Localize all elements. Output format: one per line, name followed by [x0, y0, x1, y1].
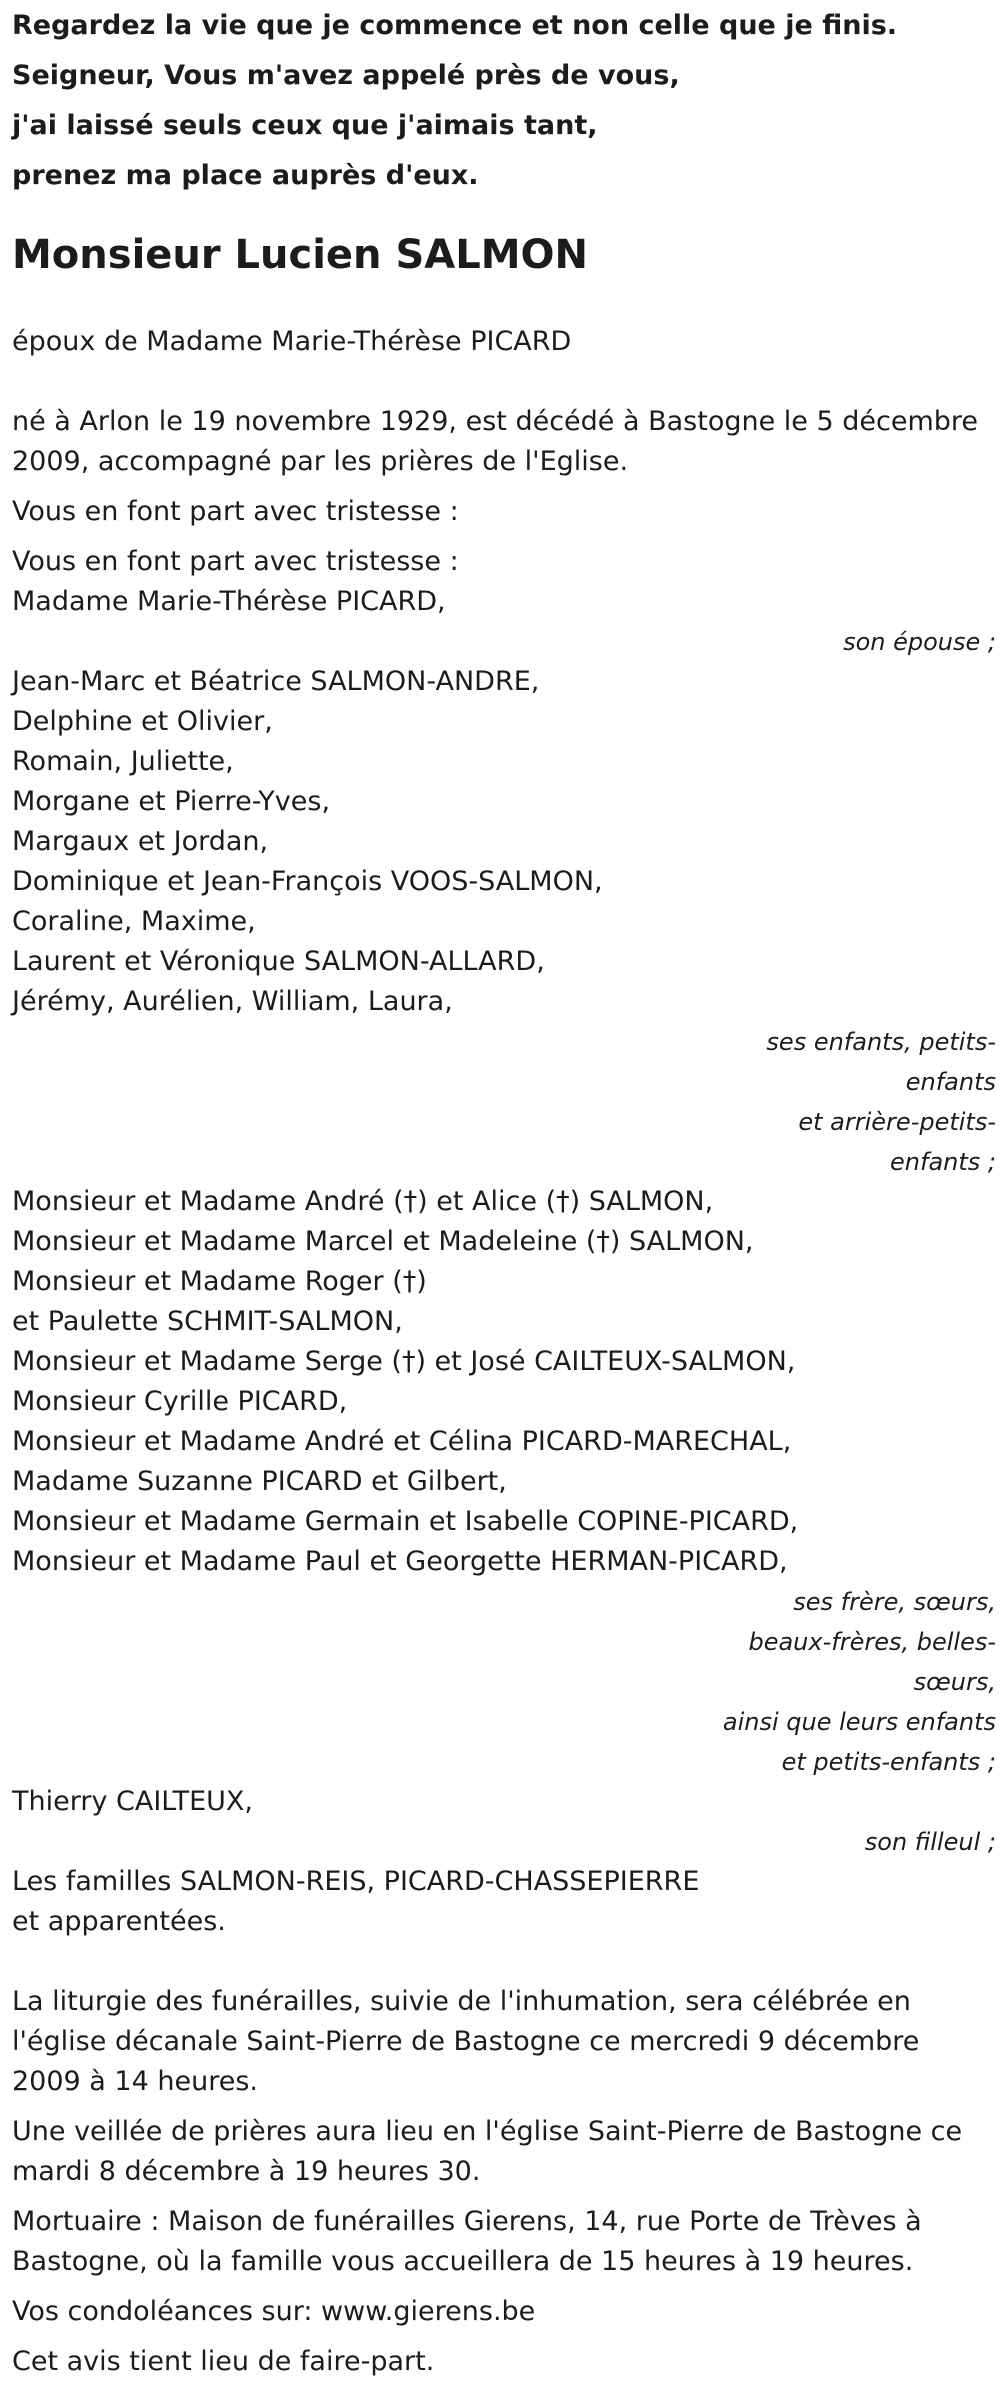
- vigil-details: Une veillée de prières aura lieu en l'église Saint-Pierre de Bastogne ce mardi 8 décembre à 19 heures 30.: [12, 2116, 963, 2187]
- family-line: Monsieur et Madame Paul et Georgette HERMAN-PICARD,: [12, 1546, 788, 1577]
- poem: [12, 6, 988, 196]
- family-line: Monsieur et Madame André (†) et Alice (†) SALMON,: [12, 1186, 714, 1217]
- family-line: Monsieur et Madame André et Célina PICARD-MARECHAL,: [12, 1426, 792, 1457]
- spouse-group: [12, 542, 996, 662]
- children-group: [12, 662, 996, 1182]
- siblings-group: [12, 1182, 996, 1782]
- poem-line-1: Regardez la vie que je commence et non celle que je finis.: [12, 10, 898, 41]
- family-line: Madame Suzanne PICARD et Gilbert,: [12, 1466, 507, 1497]
- obituary-notice: [0, 6, 1000, 2377]
- closing-line: Cet avis tient lieu de faire-part.: [12, 2346, 435, 2377]
- family-line: Jérémy, Aurélien, William, Laura,: [12, 986, 453, 1017]
- family-line: Jean-Marc et Béatrice SALMON-ANDRE,: [12, 666, 540, 697]
- poem-line-3: j'ai laissé seuls ceux que j'aimais tant,: [12, 110, 598, 141]
- family-line: et Paulette SCHMIT-SALMON,: [12, 1306, 403, 1337]
- deceased-name: Monsieur Lucien SALMON: [12, 232, 588, 278]
- family-line: Monsieur et Madame Roger (†): [12, 1266, 427, 1297]
- relationship-role: ses frère, sœurs, beaux-frères, belles-sœurs,: [748, 1588, 996, 1696]
- poem-line-4: prenez ma place auprès d'eux.: [12, 160, 479, 191]
- announcement-line-repeat: Vous en font part avec tristesse :: [12, 546, 459, 577]
- godson-group: [12, 1782, 996, 1862]
- announcement-line: Vous en font part avec tristesse :: [12, 496, 459, 527]
- family-line: Coraline, Maxime,: [12, 906, 256, 937]
- relationship-role: son filleul ;: [864, 1828, 996, 1856]
- families-group: [12, 1862, 988, 1942]
- family-line: Delphine et Olivier,: [12, 706, 273, 737]
- relationship-role: ainsi que leurs enfants et petits-enfants ;: [722, 1708, 996, 1776]
- family-line: Monsieur et Madame Germain et Isabelle COPINE-PICARD,: [12, 1506, 799, 1537]
- relationship-role: ses enfants, petits-enfants: [766, 1028, 996, 1096]
- spouse-line: époux de Madame Marie-Thérèse PICARD: [12, 326, 572, 357]
- family-line: Morgane et Pierre-Yves,: [12, 786, 331, 817]
- family-line: et apparentées.: [12, 1906, 226, 1937]
- family-line: Laurent et Véronique SALMON-ALLARD,: [12, 946, 545, 977]
- family-line: Monsieur Cyrille PICARD,: [12, 1386, 348, 1417]
- poem-line-2: Seigneur, Vous m'avez appelé près de vous,: [12, 60, 680, 91]
- relationship-role: son épouse ;: [843, 628, 996, 656]
- family-line: Monsieur et Madame Marcel et Madeleine (†) SALMON,: [12, 1226, 754, 1257]
- family-line: Madame Marie-Thérèse PICARD,: [12, 586, 446, 617]
- mortuary-details: Mortuaire : Maison de funérailles Gierens, 14, rue Porte de Trèves à Bastogne, où la famille vous accueillera de 15 heures à 19 heures.: [12, 2206, 922, 2277]
- family-line: Les familles SALMON-REIS, PICARD-CHASSEPIERRE: [12, 1866, 700, 1897]
- funeral-details: La liturgie des funérailles, suivie de l'inhumation, sera célébrée en l'église décanale Saint-Pierre de Bastogne ce mercredi 9 décembre 2009 à 14 heures.: [12, 1986, 920, 2097]
- relationship-role: et arrière-petits-enfants ;: [798, 1108, 996, 1176]
- family-line: Monsieur et Madame Serge (†) et José CAILTEUX-SALMON,: [12, 1346, 796, 1377]
- family-line: Romain, Juliette,: [12, 746, 234, 777]
- family-line: Dominique et Jean-François VOOS-SALMON,: [12, 866, 603, 897]
- family-line: Thierry CAILTEUX,: [12, 1786, 254, 1817]
- family-line: Margaux et Jordan,: [12, 826, 269, 857]
- condolences-line: Vos condoléances sur: www.gierens.be: [12, 2296, 536, 2327]
- birth-death-text: né à Arlon le 19 novembre 1929, est décédé à Bastogne le 5 décembre 2009, accompagné par les prières de l'Eglise.: [12, 406, 979, 477]
